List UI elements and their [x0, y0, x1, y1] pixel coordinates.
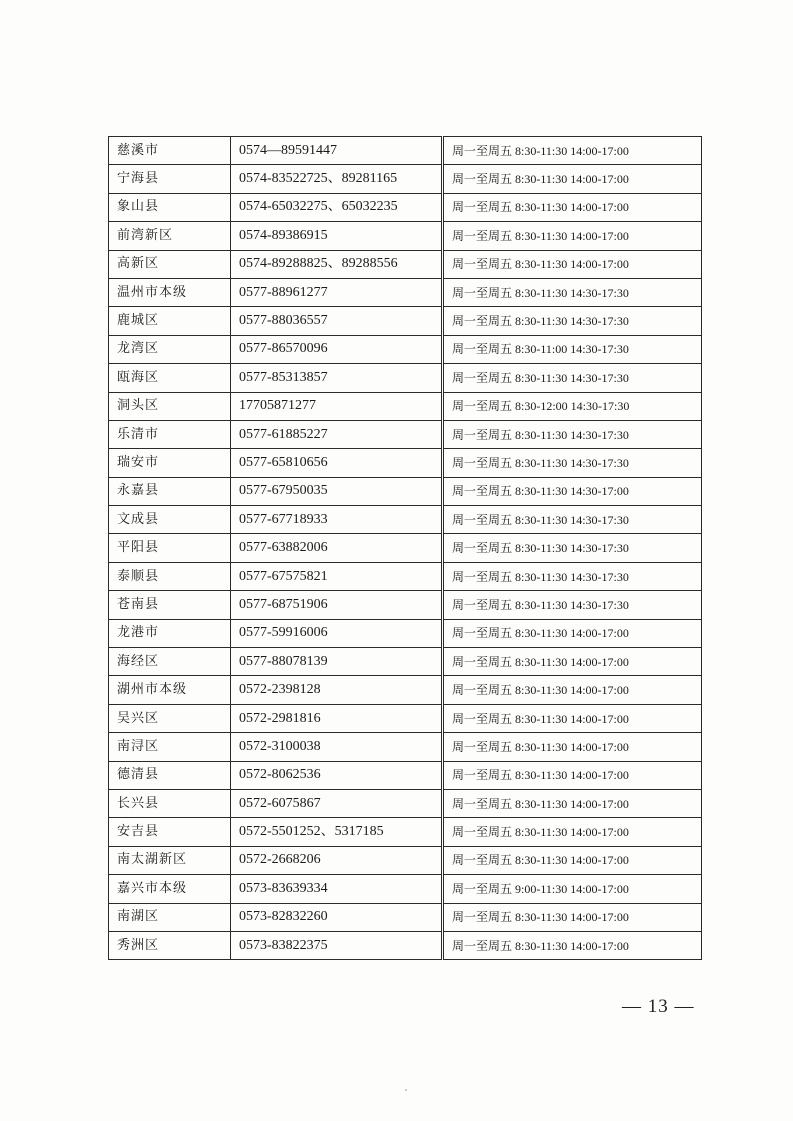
hours-cell: 周一至周五 8:30-11:30 14:30-17:30	[443, 591, 702, 619]
region-cell: 文成县	[109, 506, 231, 534]
hours-cell: 周一至周五 8:30-11:30 14:30-17:30	[443, 449, 702, 477]
region-cell: 洞头区	[109, 392, 231, 420]
region-cell: 鹿城区	[109, 307, 231, 335]
table-row	[109, 704, 702, 732]
hours-cell: 周一至周五 8:30-12:00 14:30-17:30	[443, 392, 702, 420]
table-row	[109, 193, 702, 221]
phone-cell: 0574-89288825、89288556	[231, 250, 443, 278]
region-cell: 乐清市	[109, 420, 231, 448]
phone-cell: 0573-82832260	[231, 903, 443, 931]
region-cell: 慈溪市	[109, 137, 231, 165]
region-cell: 秀洲区	[109, 931, 231, 959]
region-cell: 永嘉县	[109, 477, 231, 505]
hours-cell: 周一至周五 8:30-11:00 14:30-17:30	[443, 335, 702, 363]
hours-cell: 周一至周五 8:30-11:30 14:00-17:00	[443, 193, 702, 221]
phone-cell: 0577-68751906	[231, 591, 443, 619]
hours-cell: 周一至周五 8:30-11:30 14:00-17:00	[443, 818, 702, 846]
hours-cell: 周一至周五 8:30-11:30 14:00-17:00	[443, 903, 702, 931]
phone-cell: 0577-88036557	[231, 307, 443, 335]
table-row	[109, 846, 702, 874]
phone-cell: 0573-83822375	[231, 931, 443, 959]
phone-cell: 0577-67718933	[231, 506, 443, 534]
phone-cell: 0572-8062536	[231, 761, 443, 789]
phone-cell: 0574-65032275、65032235	[231, 193, 443, 221]
table-row	[109, 335, 702, 363]
phone-cell: 0577-85313857	[231, 364, 443, 392]
table-row	[109, 534, 702, 562]
phone-cell: 0577-67575821	[231, 562, 443, 590]
region-cell: 南湖区	[109, 903, 231, 931]
table-row	[109, 506, 702, 534]
table-row	[109, 733, 702, 761]
hours-cell: 周一至周五 8:30-11:30 14:30-17:30	[443, 534, 702, 562]
hours-cell: 周一至周五 8:30-11:30 14:00-17:00	[443, 789, 702, 817]
table-row	[109, 789, 702, 817]
page-number: — 13 —	[622, 996, 695, 1017]
region-cell: 前湾新区	[109, 222, 231, 250]
hours-cell: 周一至周五 8:30-11:30 14:00-17:00	[443, 704, 702, 732]
table-row	[109, 562, 702, 590]
hours-cell: 周一至周五 8:30-11:30 14:00-17:00	[443, 931, 702, 959]
region-cell: 温州市本级	[109, 278, 231, 306]
table-row	[109, 903, 702, 931]
hours-cell: 周一至周五 8:30-11:30 14:30-17:30	[443, 307, 702, 335]
table-row	[109, 165, 702, 193]
hours-cell: 周一至周五 8:30-11:30 14:00-17:00	[443, 222, 702, 250]
table-row	[109, 761, 702, 789]
phone-cell: 0574-83522725、89281165	[231, 165, 443, 193]
table-row	[109, 477, 702, 505]
region-cell: 南浔区	[109, 733, 231, 761]
phone-cell: 0572-2668206	[231, 846, 443, 874]
table-row	[109, 392, 702, 420]
phone-cell: 17705871277	[231, 392, 443, 420]
hours-cell: 周一至周五 8:30-11:30 14:30-17:30	[443, 562, 702, 590]
hours-cell: 周一至周五 8:30-11:30 14:00-17:00	[443, 761, 702, 789]
region-cell: 泰顺县	[109, 562, 231, 590]
region-cell: 瓯海区	[109, 364, 231, 392]
table-row	[109, 619, 702, 647]
region-cell: 宁海县	[109, 165, 231, 193]
hours-cell: 周一至周五 8:30-11:30 14:00-17:00	[443, 250, 702, 278]
region-cell: 海经区	[109, 648, 231, 676]
hours-cell: 周一至周五 8:30-11:30 14:00-17:00	[443, 648, 702, 676]
hours-cell: 周一至周五 8:30-11:30 14:00-17:00	[443, 619, 702, 647]
table-row	[109, 818, 702, 846]
region-cell: 高新区	[109, 250, 231, 278]
hours-cell: 周一至周五 8:30-11:30 14:30-17:30	[443, 278, 702, 306]
phone-cell: 0577-63882006	[231, 534, 443, 562]
phone-cell: 0574-89386915	[231, 222, 443, 250]
phone-cell: 0577-88078139	[231, 648, 443, 676]
region-cell: 湖州市本级	[109, 676, 231, 704]
table-row	[109, 931, 702, 959]
hours-cell: 周一至周五 9:00-11:30 14:00-17:00	[443, 875, 702, 903]
hours-cell: 周一至周五 8:30-11:30 14:30-17:00	[443, 477, 702, 505]
contact-table	[108, 136, 702, 960]
table-row	[109, 676, 702, 704]
hours-cell: 周一至周五 8:30-11:30 14:00-17:00	[443, 137, 702, 165]
contact-table-body	[109, 137, 702, 960]
phone-cell: 0573-83639334	[231, 875, 443, 903]
phone-cell: 0572-3100038	[231, 733, 443, 761]
hours-cell: 周一至周五 8:30-11:30 14:30-17:30	[443, 364, 702, 392]
region-cell: 吴兴区	[109, 704, 231, 732]
region-cell: 长兴县	[109, 789, 231, 817]
phone-cell: 0572-2981816	[231, 704, 443, 732]
region-cell: 嘉兴市本级	[109, 875, 231, 903]
hours-cell: 周一至周五 8:30-11:30 14:30-17:30	[443, 506, 702, 534]
region-cell: 德清县	[109, 761, 231, 789]
phone-cell: 0572-2398128	[231, 676, 443, 704]
phone-cell: 0577-67950035	[231, 477, 443, 505]
phone-cell: 0577-61885227	[231, 420, 443, 448]
hours-cell: 周一至周五 8:30-11:30 14:00-17:00	[443, 676, 702, 704]
region-cell: 龙港市	[109, 619, 231, 647]
phone-cell: 0577-86570096	[231, 335, 443, 363]
region-cell: 南太湖新区	[109, 846, 231, 874]
table-row	[109, 278, 702, 306]
region-cell: 瑞安市	[109, 449, 231, 477]
table-row	[109, 250, 702, 278]
table-row	[109, 591, 702, 619]
table-row	[109, 307, 702, 335]
region-cell: 安吉县	[109, 818, 231, 846]
region-cell: 平阳县	[109, 534, 231, 562]
scan-speck	[405, 1089, 407, 1091]
table-row	[109, 137, 702, 165]
phone-cell: 0577-88961277	[231, 278, 443, 306]
table-row	[109, 648, 702, 676]
hours-cell: 周一至周五 8:30-11:30 14:30-17:30	[443, 420, 702, 448]
table-row	[109, 420, 702, 448]
region-cell: 龙湾区	[109, 335, 231, 363]
hours-cell: 周一至周五 8:30-11:30 14:00-17:00	[443, 733, 702, 761]
phone-cell: 0572-6075867	[231, 789, 443, 817]
region-cell: 象山县	[109, 193, 231, 221]
table-row	[109, 364, 702, 392]
table-row	[109, 449, 702, 477]
phone-cell: 0577-59916006	[231, 619, 443, 647]
hours-cell: 周一至周五 8:30-11:30 14:00-17:00	[443, 846, 702, 874]
table-row	[109, 222, 702, 250]
hours-cell: 周一至周五 8:30-11:30 14:00-17:00	[443, 165, 702, 193]
table-row	[109, 875, 702, 903]
phone-cell: 0574—89591447	[231, 137, 443, 165]
phone-cell: 0577-65810656	[231, 449, 443, 477]
phone-cell: 0572-5501252、5317185	[231, 818, 443, 846]
region-cell: 苍南县	[109, 591, 231, 619]
